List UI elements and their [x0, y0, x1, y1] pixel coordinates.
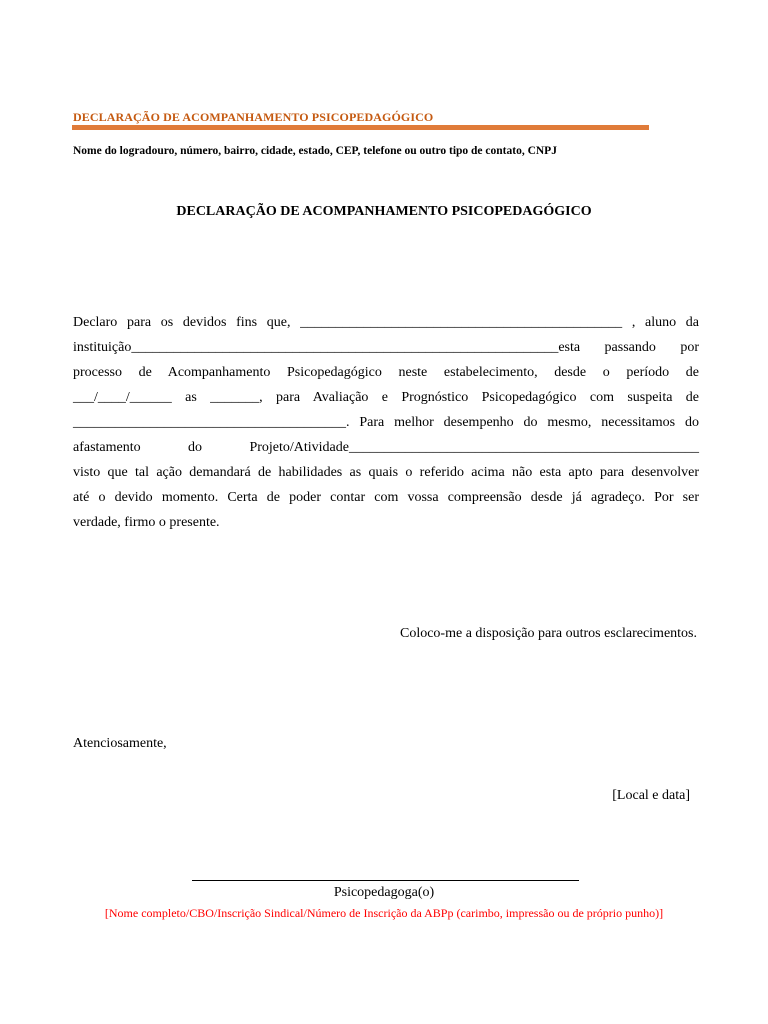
closing-note: Coloco-me a disposição para outros esclarecimentos.: [399, 626, 697, 641]
body-line: instituição_____________________________________________________________esta passando por: [73, 340, 699, 355]
place-and-date: [Local e data]: [612, 788, 690, 803]
body-line: afastamento do Projeto/Atividade__________________________________________________: [73, 440, 699, 455]
header-title: DECLARAÇÃO DE ACOMPANHAMENTO PSICOPEDAGÓGICO: [73, 110, 434, 124]
signature-role: Psicopedagoga(o): [333, 885, 435, 900]
declaration-body: [73, 310, 699, 535]
salutation: Atenciosamente,: [73, 736, 167, 751]
body-line: até o devido momento. Certa de poder contar com vossa compreensão desde já agradeço. Por ser: [73, 490, 699, 505]
signature-details: [Nome completo/CBO/Inscrição Sindical/Número de Inscrição da ABPp (carimbo, impressão ou de próprio punho)]: [104, 906, 664, 920]
body-line: ___/____/______ as _______, para Avaliação e Prognóstico Psicopedagógico com suspeita de: [73, 390, 699, 405]
document-title: DECLARAÇÃO DE ACOMPANHAMENTO PSICOPEDAGÓGICO: [176, 204, 592, 219]
body-line: Declaro para os devidos fins que, ______________________________________________ , aluno da: [73, 315, 699, 330]
header-divider: [72, 125, 649, 130]
body-line: verdade, firmo o presente.: [73, 515, 220, 530]
body-line: visto que tal ação demandará de habilidades as quais o referido acima não esta apto para desenvolver: [73, 465, 699, 480]
signature-line: [192, 880, 579, 881]
body-line: processo de Acompanhamento Psicopedagógico neste estabelecimento, desde o período de: [73, 365, 699, 380]
body-line: _______________________________________. Para melhor desempenho do mesmo, necessitamos do: [73, 415, 699, 430]
header-address: Nome do logradouro, número, bairro, cidade, estado, CEP, telefone ou outro tipo de contato, CNPJ: [73, 145, 557, 157]
